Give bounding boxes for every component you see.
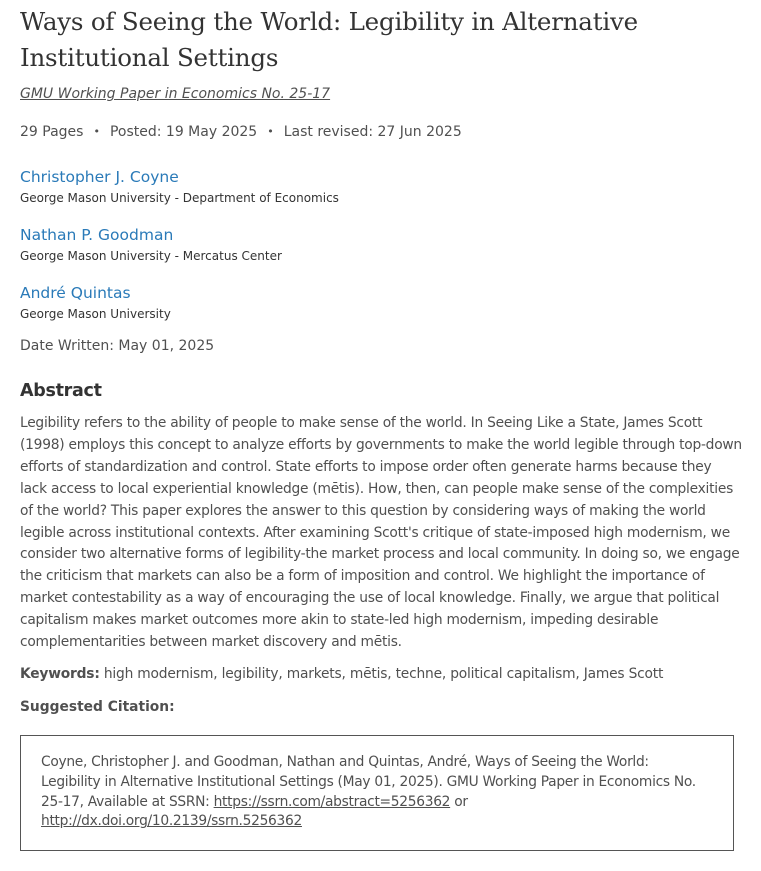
author-name-link[interactable]: Christopher J. Coyne	[20, 168, 179, 186]
keywords-value: high modernism, legibility, markets, mētis, techne, political capitalism, James Scott	[103, 666, 664, 682]
page-count: 29 Pages	[20, 124, 84, 140]
keywords-line	[20, 666, 663, 682]
citation-box	[20, 735, 734, 851]
author-name-link[interactable]: Nathan P. Goodman	[20, 226, 174, 244]
last-revised-date: Last revised: 27 Jun 2025	[283, 124, 462, 140]
abstract-text: Legibility refers to the ability of people to make sense of the world. In Seeing Like a State, James Scott (1998) employs this concept to analyze efforts by governments to make the world legible through top-down efforts of standardization and control. State efforts to impose order often generate harms because they lack access to local experiential knowledge (mētis). How, then, can people make sense of the complexities of the world? This paper explores the answer to this question by considering ways of making the world legible across institutional contexts. After examining Scott's critique of state-imposed high modernism, we consider two alternative forms of legibility-the market process and local community. In doing so, we engage the criticism that markets can also be a form of imposition and control. We highlight the importance of market contestability as a way of encouraging the use of local knowledge. Finally, we argue that political capitalism makes market outcomes more akin to state-led high modernism, impeding desirable complementarities between market discovery and mētis.	[20, 415, 742, 651]
ssrn-link[interactable]: https://ssrn.com/abstract=5256362	[213, 793, 451, 810]
citation-or: or	[450, 793, 468, 810]
separator-dot: •	[267, 125, 274, 138]
author-block	[20, 167, 339, 206]
date-written: Date Written: May 01, 2025	[20, 338, 215, 354]
paper-title: Ways of Seeing the World: Legibility in Alternative Institutional Settings	[20, 7, 638, 72]
author-affiliation: George Mason University	[20, 307, 171, 321]
separator-dot: •	[93, 125, 100, 138]
author-block	[20, 283, 171, 322]
doi-link[interactable]: http://dx.doi.org/10.2139/ssrn.5256362	[41, 813, 302, 830]
citation-body: Coyne, Christopher J. and Goodman, Nathan and Quintas, André, Ways of Seeing the World: Legibility in Alternative Institutional Settings (May 01, 2025). GMU Working Paper in Economics No. 25-17, Available at SSRN:	[41, 754, 696, 810]
posted-date: Posted: 19 May 2025	[109, 124, 258, 140]
author-affiliation: George Mason University - Department of Economics	[20, 191, 339, 205]
author-block	[20, 225, 282, 264]
keywords-label: Keywords:	[20, 666, 100, 682]
author-affiliation: George Mason University - Mercatus Center	[20, 249, 282, 263]
citation-text	[41, 753, 701, 832]
abstract-heading: Abstract	[20, 381, 102, 401]
suggested-citation-label: Suggested Citation:	[20, 699, 175, 715]
paper-meta	[20, 124, 462, 140]
series-link[interactable]: GMU Working Paper in Economics No. 25-17	[20, 86, 331, 102]
author-name-link[interactable]: André Quintas	[20, 284, 131, 302]
